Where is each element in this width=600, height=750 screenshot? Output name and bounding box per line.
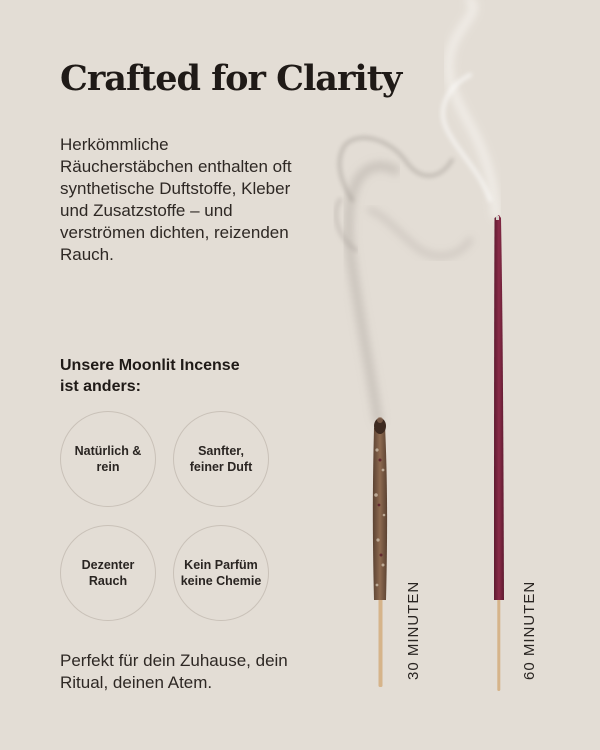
smoke-right — [443, 0, 496, 215]
incense-stick-30 — [373, 417, 387, 687]
feature-subtle-smoke — [60, 525, 156, 621]
feature-label: Sanfter, feiner Duft — [189, 444, 253, 474]
feature-natural — [60, 411, 156, 507]
feature-label: Dezenter Rauch — [81, 558, 135, 588]
subheading: Unsere Moonlit Incense ist anders: — [60, 357, 240, 395]
stick-60-label: 60 MINUTEN — [521, 580, 538, 680]
feature-no-perfume — [173, 525, 269, 621]
stick-30-label: 30 MINUTEN — [405, 580, 422, 680]
smoke-left — [336, 138, 470, 420]
feature-gentle-scent — [173, 411, 269, 507]
outro-text: Perfekt für dein Zuhause, dein Ritual, deinen Atem. — [60, 651, 288, 692]
page-title: Crafted for Clarity — [60, 58, 402, 99]
feature-label: Kein Parfüm keine Chemie — [180, 558, 262, 588]
incense-stick-60 — [494, 215, 504, 691]
intro-text: Herkömmliche Räucherstäbchen enthalten oft synthetische Duftstoffe, Kleber und Zusatzstoffe – und verströmen dichten, reizenden Rauch. — [60, 135, 292, 264]
feature-label: Natürlich & rein — [74, 444, 142, 474]
